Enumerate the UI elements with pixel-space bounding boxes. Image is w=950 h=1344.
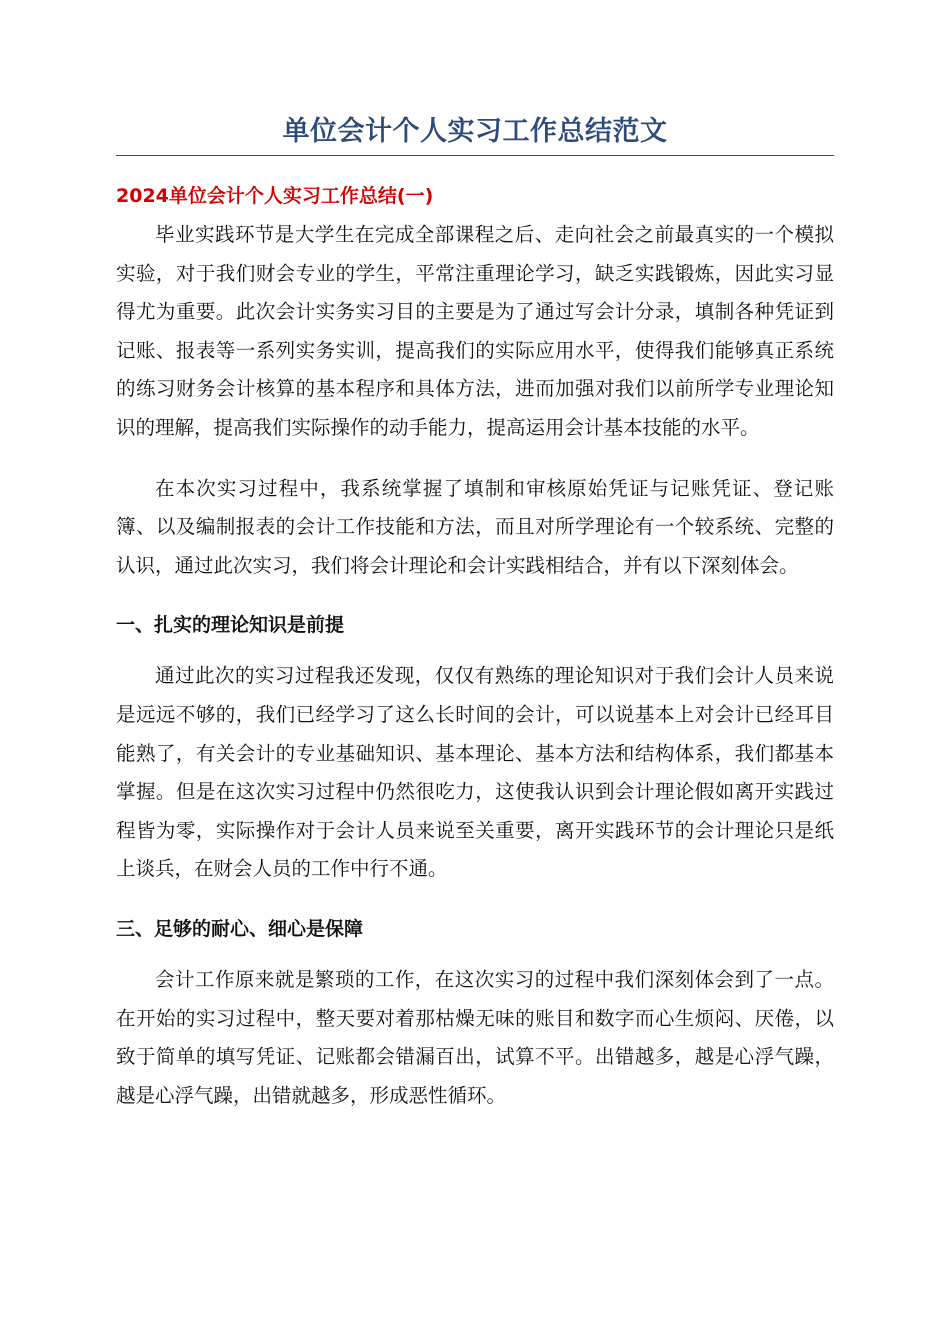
body-paragraph-1: 毕业实践环节是大学生在完成全部课程之后、走向社会之前最真实的一个模拟实验，对于我们财会专业的学生，平常注重理论学习，缺乏实践锻炼，因此实习显得尤为重要。此次会计实务实习目的主要是为了通过写会计分录，填制各种凭证到记账、报表等一系列实务实训，提高我们的实际应用水平，使得我们能够真正系统的练习财务会计核算的基本程序和具体方法，进而加强对我们以前所学专业理论知识的理解，提高我们实际操作的动手能力，提高运用会计基本技能的水平。 [116,223,834,439]
document-page [116,112,834,1115]
subsection-paragraph-1: 通过此次的实习过程我还发现，仅仅有熟练的理论知识对于我们会计人员来说是远远不够的，我们已经学习了这么长时间的会计，可以说基本上对会计已经耳目能熟了，有关会计的专业基础知识、基本理论、基本方法和结构体系，我们都基本掌握。但是在这次实习过程中仍然很吃力，这使我认识到会计理论假如离开实践过程皆为零，实际操作对于会计人员来说至关重要，离开实践环节的会计理论只是纸上谈兵，在财会人员的工作中行不通。 [116,664,834,881]
body-paragraph-2: 在本次实习过程中，我系统掌握了填制和审核原始凭证与记账凭证、登记账簿、以及编制报表的会计工作技能和方法，而且对所学理论有一个较系统、完整的认识，通过此次实习，我们将会计理论和会计实践相结合，并有以下深刻体会。 [116,476,834,577]
section-title: 2024单位会计个人实习工作总结(一) [116,185,434,207]
subsection-paragraph-2: 会计工作原来就是繁琐的工作，在这次实习的过程中我们深刻体会到了一点。在开始的实习过程中，整天要对着那枯燥无味的账目和数字而心生烦闷、厌倦，以致于简单的填写凭证、记账都会错漏百出，试算不平。出错越多，越是心浮气躁，越是心浮气躁，出错就越多，形成恶性循环。 [116,967,834,1107]
subsection-heading-1: 一、扎实的理论知识是前提 [116,614,345,637]
page-title: 单位会计个人实习工作总结范文 [282,116,668,147]
title-underline [116,155,834,156]
subsection-heading-2: 三、足够的耐心、细心是保障 [116,917,364,940]
